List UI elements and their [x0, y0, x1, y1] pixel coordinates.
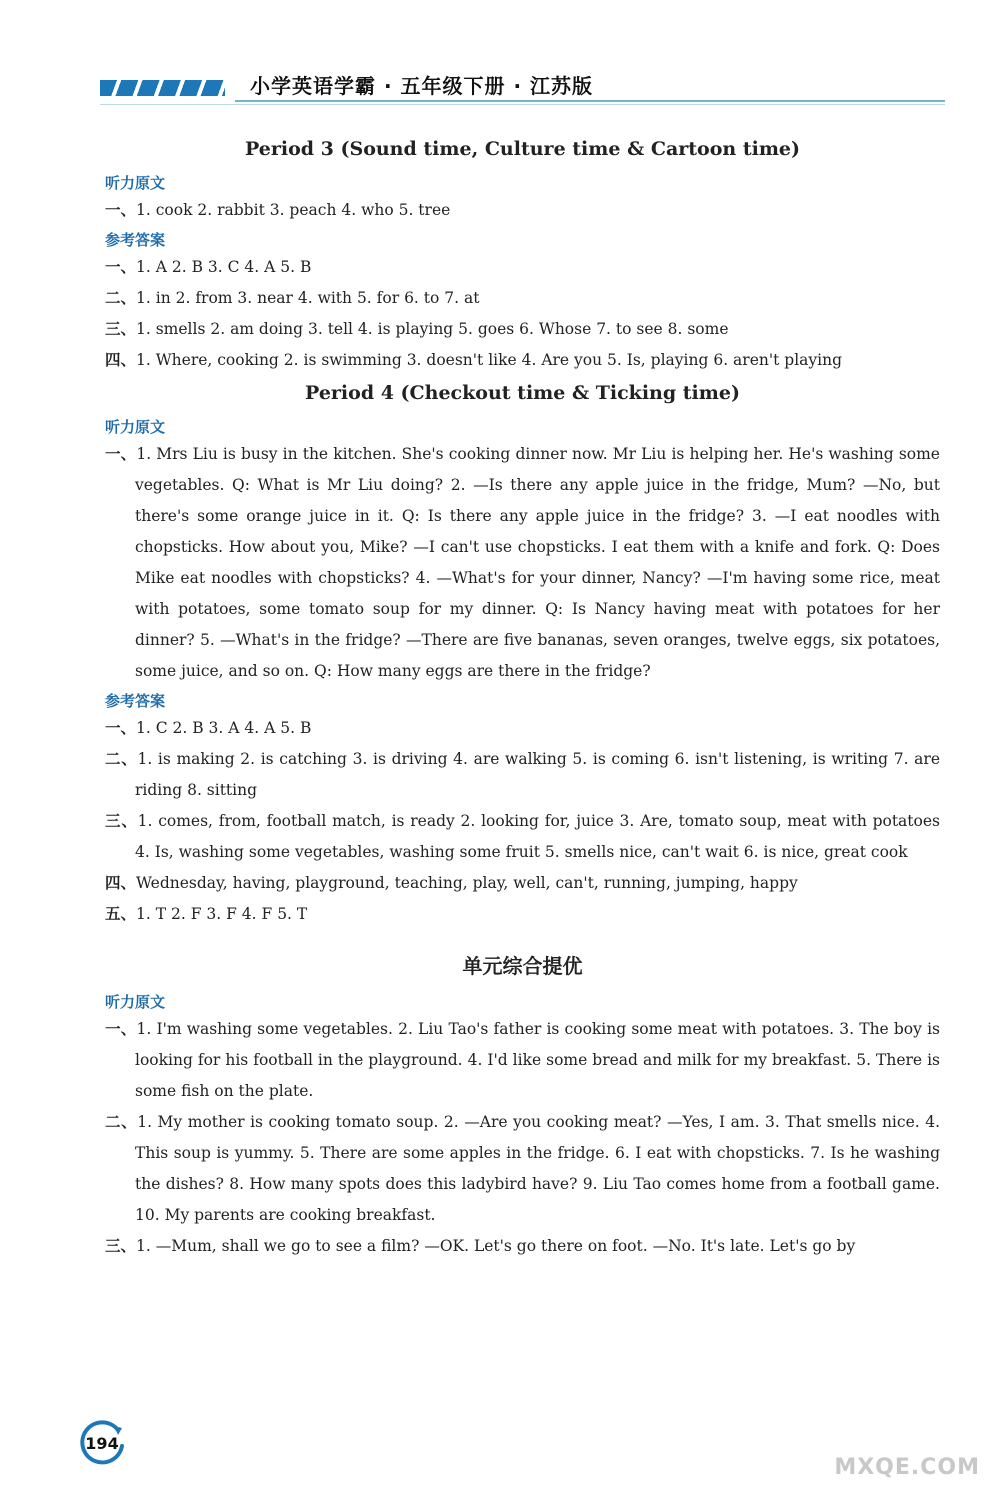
section-title: 单元综合提优	[462, 954, 583, 978]
listening-row: 一、1. cook 2. rabbit 3. peach 4. who 5. tree	[105, 201, 451, 219]
listening-label: 听力原文	[105, 993, 166, 1011]
listening-row: 一、1. I'm washing some vegetables. 2. Liu Tao's father is cooking some meat with potatoes. 3. The boy is looking for his football in the playground. 4. I'd like some bread and milk for my breakfast. 5. There is some fish on the plate.	[105, 1020, 940, 1100]
header-stripes	[100, 80, 225, 96]
page-number-badge	[78, 1420, 126, 1468]
answer-row: 四、Wednesday, having, playground, teaching, play, well, can't, running, jumping, happy	[105, 874, 798, 892]
answers-label: 参考答案	[105, 692, 166, 710]
header-rule-thin	[100, 104, 945, 105]
watermark: MXQE.COM	[834, 1455, 980, 1480]
listening-row: 二、1. My mother is cooking tomato soup. 2. —Are you cooking meat? —Yes, I am. 3. That smells nice. 4. This soup is yummy. 5. There are some apples in the fridge. 6. I eat with chopsticks. 7. Is he washing the dishes? 8. How many spots does this ladybird have? 9. Liu Tao comes home from a football game. 10. My parents are cooking breakfast.	[105, 1113, 940, 1224]
page-content	[105, 132, 940, 1262]
listening-label: 听力原文	[105, 174, 166, 192]
section-title: Period 4 (Checkout time & Ticking time)	[305, 382, 740, 404]
page-header	[100, 70, 945, 106]
answer-row: 一、1. C 2. B 3. A 4. A 5. B	[105, 719, 312, 737]
page-number: 194	[85, 1434, 119, 1453]
section-title: Period 3 (Sound time, Culture time & Cartoon time)	[244, 138, 801, 160]
listening-row: 三、1. —Mum, shall we go to see a film? —OK. Let's go there on foot. —No. It's late. Let's go by	[105, 1237, 856, 1255]
answers-label: 参考答案	[105, 231, 166, 249]
answer-row: 三、1. comes, from, football match, is ready 2. looking for, juice 3. Are, tomato soup, meat with potatoes 4. Is, washing some vegetables, washing some fruit 5. smells nice, can't wait 6. is nice, great cook	[105, 812, 940, 861]
answer-row: 三、1. smells 2. am doing 3. tell 4. is playing 5. goes 6. Whose 7. to see 8. some	[105, 320, 729, 338]
book-title: 小学英语学霸 · 五年级下册 · 江苏版	[250, 74, 594, 98]
answer-row: 四、1. Where, cooking 2. is swimming 3. doesn't like 4. Are you 5. Is, playing 6. aren't playing	[105, 351, 843, 369]
answer-row: 一、1. A 2. B 3. C 4. A 5. B	[105, 258, 312, 276]
answer-row: 二、1. in 2. from 3. near 4. with 5. for 6. to 7. at	[105, 289, 480, 307]
listening-label: 听力原文	[105, 418, 166, 436]
answer-row: 二、1. is making 2. is catching 3. is driving 4. are walking 5. is coming 6. isn't listening, is writing 7. are riding 8. sitting	[105, 750, 940, 799]
listening-row: 一、1. Mrs Liu is busy in the kitchen. She's cooking dinner now. Mr Liu is helping her. He's washing some vegetables. Q: What is Mr Liu doing? 2. —Is there any apple juice in the fridge, Mum? —No, but there's some orange juice in it. Q: Is there any apple juice in the fridge? 3. —I eat noodles with chopsticks. How about you, Mike? —I can't use chopsticks. I eat them with a knife and fork. Q: Does Mike eat noodles with chopsticks? 4. —What's for your dinner, Nancy? —I'm having some rice, meat with potatoes, some tomato soup for my dinner. Q: Is Nancy having meat with potatoes for her dinner? 5. —What's in the fridge? —There are five bananas, seven oranges, twelve eggs, six potatoes, some juice, and so on. Q: How many eggs are there in the fridge?	[105, 445, 940, 680]
answer-row: 五、1. T 2. F 3. F 4. F 5. T	[105, 905, 308, 923]
header-rule	[235, 100, 945, 102]
